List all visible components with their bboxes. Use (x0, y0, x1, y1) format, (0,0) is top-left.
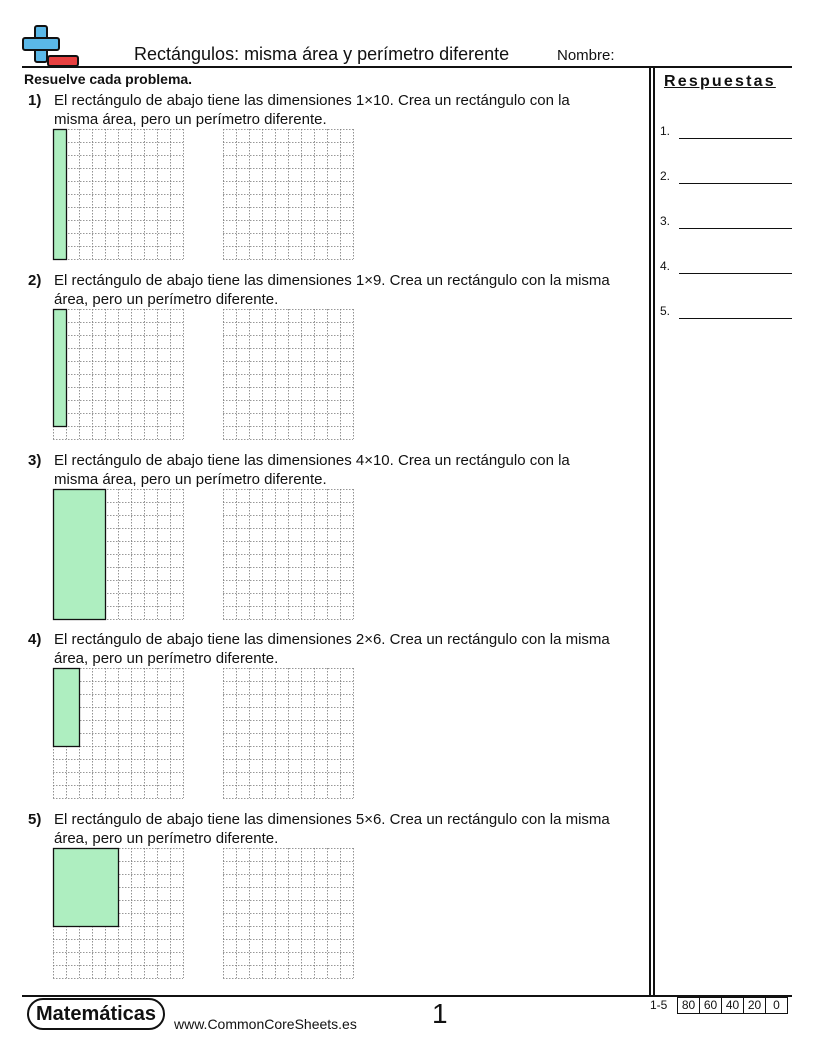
problem-number: 4) (28, 631, 42, 648)
footer-url: www.CommonCoreSheets.es (174, 1016, 357, 1032)
problem-text-line: misma área, pero un perímetro diferente. (54, 111, 327, 128)
score-box: 0 (765, 997, 788, 1014)
answer-line[interactable] (679, 183, 792, 184)
answer-grid[interactable] (223, 668, 354, 799)
plus-minus-logo-icon (22, 24, 82, 68)
name-label: Nombre: (557, 47, 615, 64)
given-rectangle (54, 490, 106, 620)
problem-text-line: El rectángulo de abajo tiene las dimensiones 5×6. Crea un rectángulo con la misma (54, 811, 610, 828)
problem-1 (28, 91, 648, 129)
score-box: 80 (677, 997, 700, 1014)
problem-text-line: El rectángulo de abajo tiene las dimensiones 4×10. Crea un rectángulo con la (54, 452, 570, 469)
score-box: 40 (721, 997, 744, 1014)
page-number: 1 (432, 998, 448, 1029)
answer-grid[interactable] (223, 309, 354, 440)
problem-number: 2) (28, 272, 42, 289)
column-divider (649, 67, 651, 995)
given-rectangle-grid (53, 668, 184, 799)
subject-badge: Matemáticas (27, 998, 165, 1030)
problem-text-line: área, pero un perímetro diferente. (54, 291, 279, 308)
score-box: 20 (743, 997, 766, 1014)
problem-number: 1) (28, 92, 42, 109)
column-divider (653, 67, 655, 995)
answer-number: 5. (660, 304, 671, 318)
given-rectangle (54, 669, 80, 747)
given-rectangle-grid (53, 129, 184, 260)
answer-number: 1. (660, 124, 671, 138)
problem-text-line: área, pero un perímetro diferente. (54, 650, 279, 667)
problem-number: 3) (28, 452, 42, 469)
answer-grid[interactable] (223, 848, 354, 979)
answer-grid[interactable] (223, 489, 354, 620)
given-rectangle (54, 310, 67, 427)
page-title: Rectángulos: misma área y perímetro diferente (134, 44, 510, 64)
answer-number: 3. (660, 214, 671, 228)
answer-line[interactable] (679, 138, 792, 139)
problem-5 (28, 810, 648, 848)
answer-line[interactable] (679, 318, 792, 319)
problem-2 (28, 271, 648, 309)
answer-line[interactable] (679, 273, 792, 274)
score-range-label: 1-5 (650, 998, 668, 1012)
given-rectangle-grid (53, 489, 184, 620)
given-rectangle (54, 849, 119, 927)
answer-number: 4. (660, 259, 671, 273)
header-divider (22, 66, 792, 68)
score-box: 60 (699, 997, 722, 1014)
given-rectangle-grid (53, 848, 184, 979)
problem-text-line: El rectángulo de abajo tiene las dimensiones 1×10. Crea un rectángulo con la (54, 92, 570, 109)
given-rectangle (54, 130, 67, 260)
given-rectangle-grid (53, 309, 184, 440)
answer-number: 2. (660, 169, 671, 183)
answer-grid[interactable] (223, 129, 354, 260)
answers-title: Respuestas (664, 73, 776, 90)
problem-3 (28, 451, 648, 489)
problem-text-line: El rectángulo de abajo tiene las dimensiones 2×6. Crea un rectángulo con la misma (54, 631, 610, 648)
answer-line[interactable] (679, 228, 792, 229)
instructions: Resuelve cada problema. (24, 71, 193, 87)
problem-text-line: misma área, pero un perímetro diferente. (54, 471, 327, 488)
problem-text-line: área, pero un perímetro diferente. (54, 830, 279, 847)
score-table (678, 997, 788, 1014)
problem-text-line: El rectángulo de abajo tiene las dimensiones 1×9. Crea un rectángulo con la misma (54, 272, 610, 289)
problem-number: 5) (28, 811, 42, 828)
problem-4 (28, 630, 648, 668)
